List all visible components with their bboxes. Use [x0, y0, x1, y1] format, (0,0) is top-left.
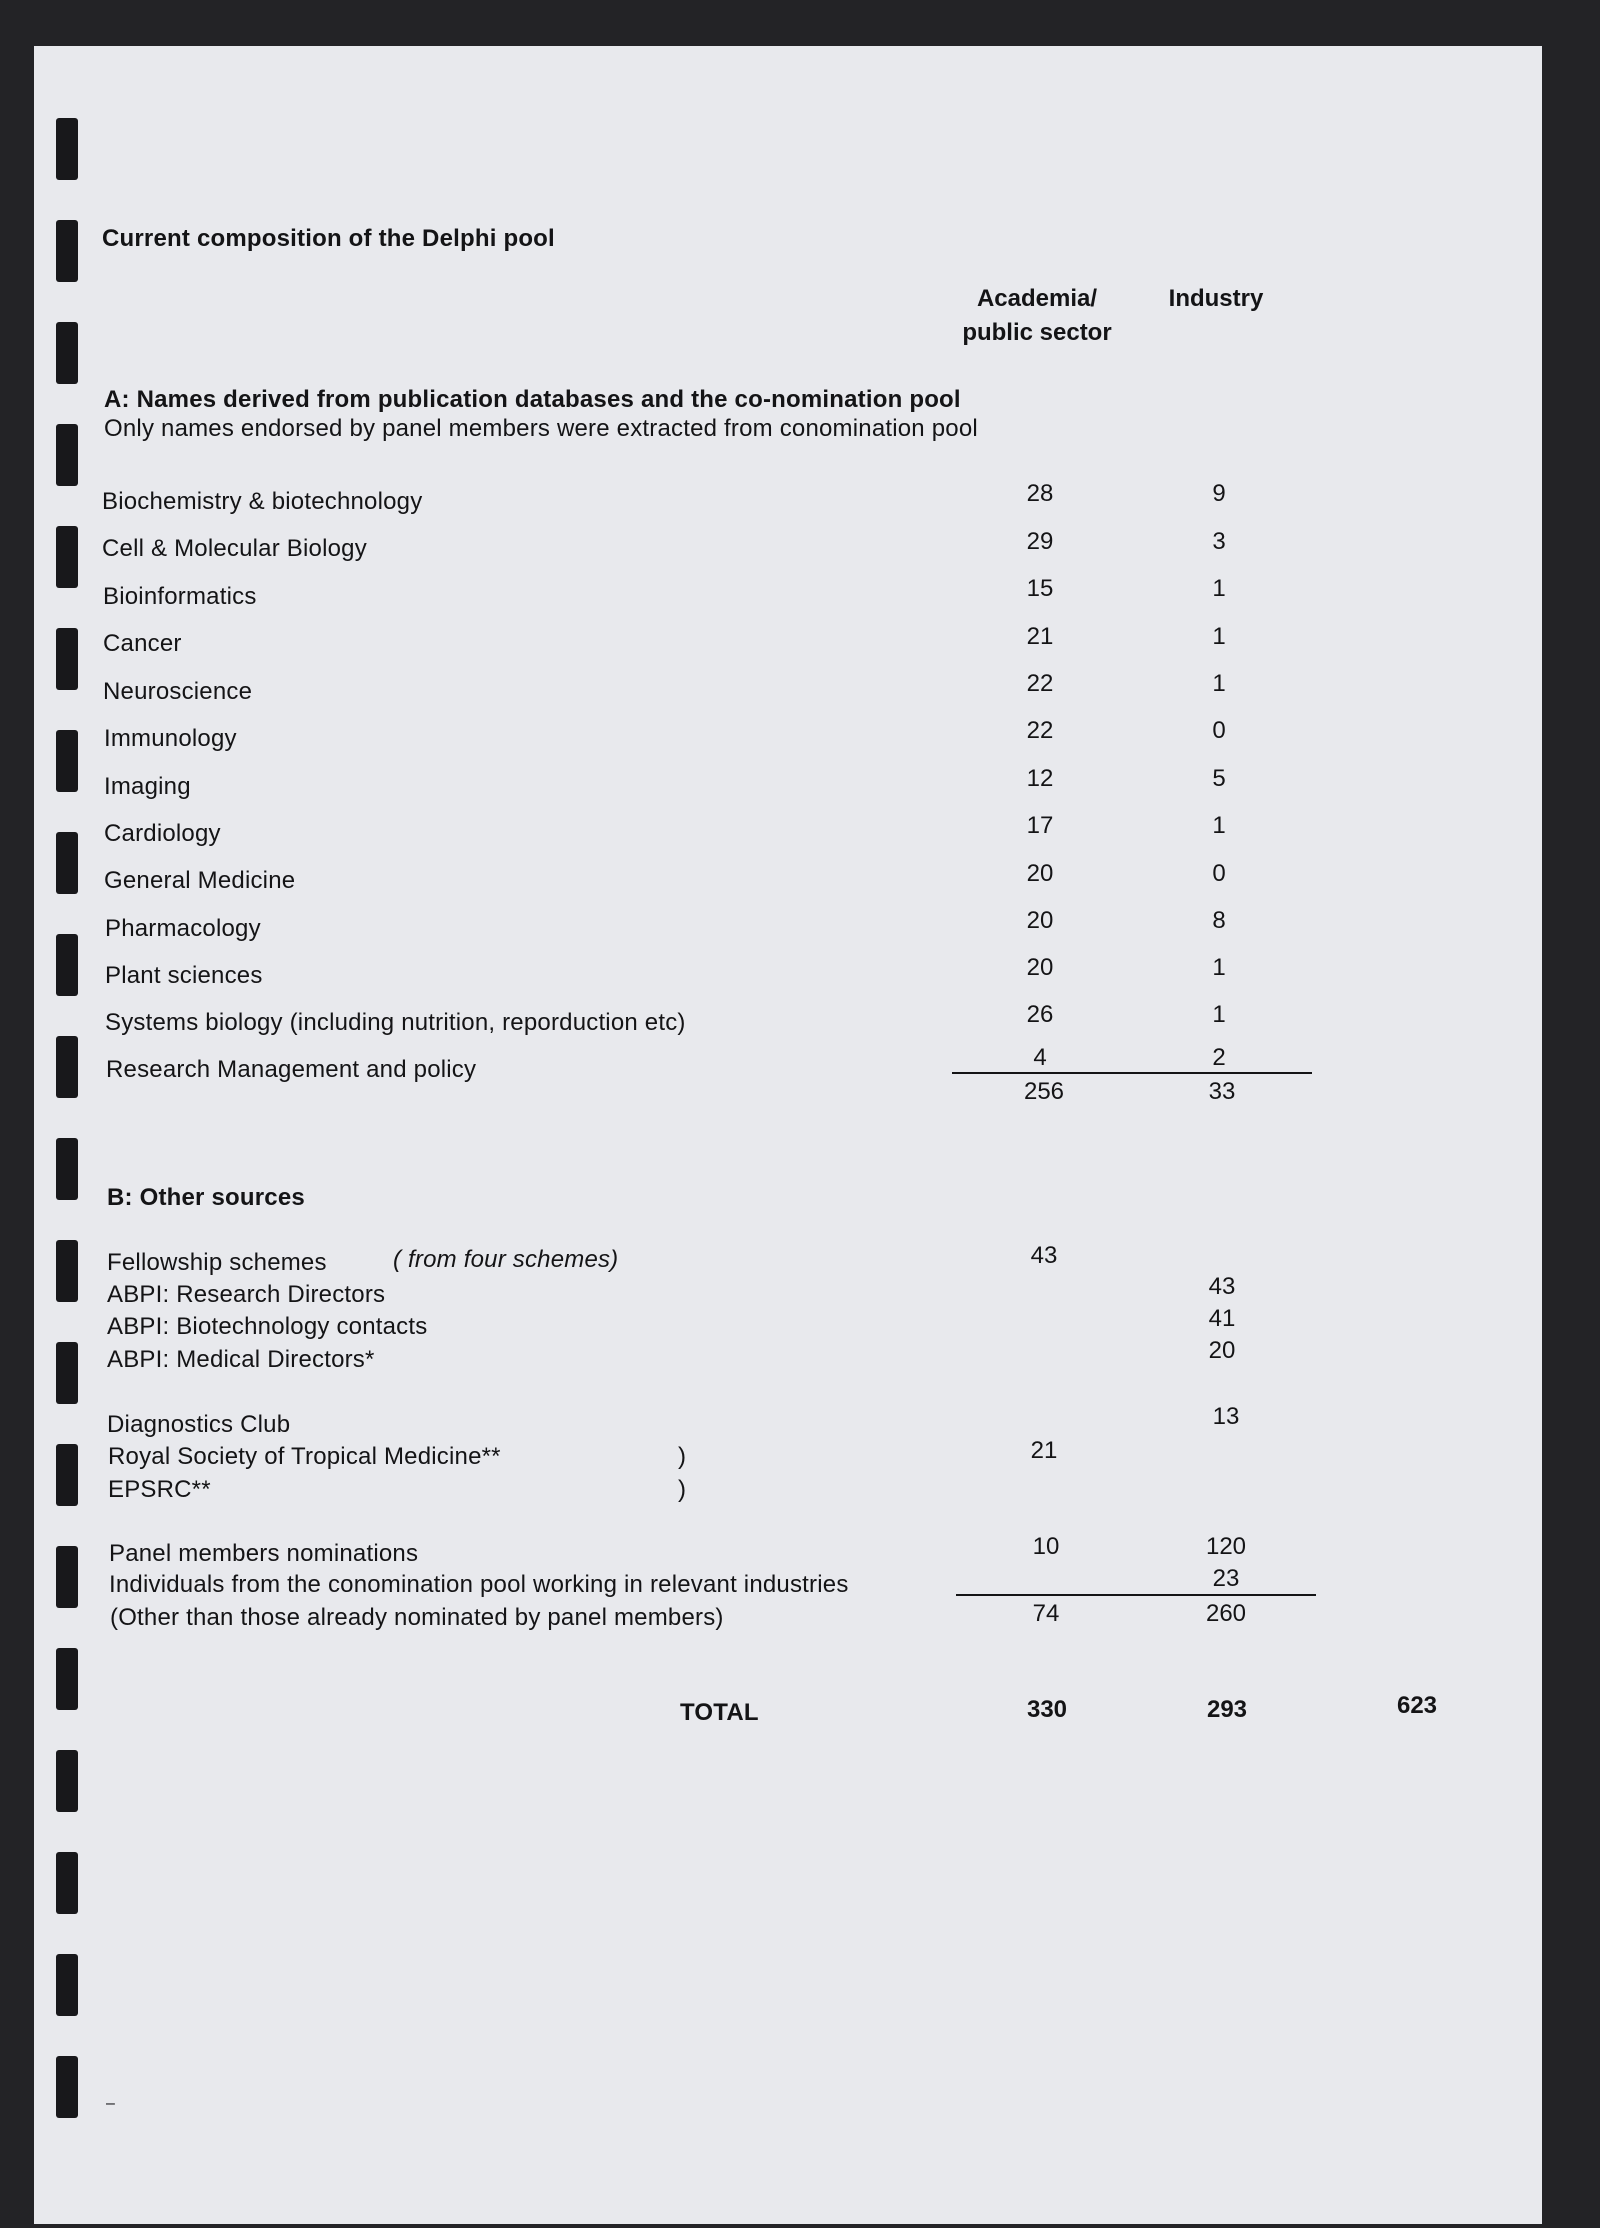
abpi-research-industry: 43: [1208, 1273, 1236, 1300]
diagnostics-industry: 13: [1212, 1403, 1240, 1430]
section-a-row-academia: 15: [1026, 575, 1054, 602]
section-a-row-label: Systems biology (including nutrition, reporduction etc): [105, 1009, 686, 1036]
section-a-row-industry: 1: [1212, 1001, 1226, 1028]
section-a-row-label: Immunology: [104, 725, 237, 752]
section-a-row-label: Cardiology: [104, 820, 221, 847]
section-a-row-industry: 1: [1212, 812, 1226, 839]
column-header-academia-line2: public sector: [962, 319, 1112, 346]
diagnostics-label: Diagnostics Club: [107, 1411, 291, 1438]
grand-total: 623: [1396, 1692, 1438, 1719]
section-a-row-label: Imaging: [104, 773, 191, 800]
binder-hole: [56, 1648, 78, 1710]
fellowship-note: ( from four schemes): [393, 1246, 619, 1273]
abpi-medical-industry: 20: [1208, 1337, 1236, 1364]
section-a-row-industry: 9: [1212, 480, 1226, 507]
binder-hole: [56, 1954, 78, 2016]
binder-hole: [56, 526, 78, 588]
abpi-biotech-label: ABPI: Biotechnology contacts: [107, 1313, 428, 1340]
section-a-row-industry: 1: [1212, 670, 1226, 697]
royal-society-academia: 21: [1030, 1437, 1058, 1464]
binder-hole: [56, 1240, 78, 1302]
binder-hole: [56, 2056, 78, 2118]
section-a-row-label: Pharmacology: [105, 915, 261, 942]
section-a-row-label: General Medicine: [104, 867, 296, 894]
section-a-row-academia: 22: [1026, 717, 1054, 744]
column-header-industry: [1116, 282, 1316, 316]
section-a-row-label: Bioinformatics: [103, 583, 257, 610]
section-a-row-industry: 3: [1212, 528, 1226, 555]
total-academia: 330: [1026, 1696, 1068, 1723]
fellowship-academia: 43: [1030, 1242, 1058, 1269]
section-a-subtotal-academia: 256: [1023, 1078, 1065, 1105]
royal-society-label: Royal Society of Tropical Medicine**: [108, 1443, 501, 1470]
section-a-row-academia: 4: [1033, 1044, 1047, 1071]
section-a-subtotal-rule: [952, 1072, 1312, 1074]
section-a-row-academia: 20: [1026, 907, 1054, 934]
column-header-academia: [937, 282, 1137, 350]
section-a-row-academia: 21: [1026, 623, 1054, 650]
abpi-medical-label: ABPI: Medical Directors*: [107, 1346, 375, 1373]
section-a-row-academia: 28: [1026, 480, 1054, 507]
section-b-heading: B: Other sources: [107, 1184, 305, 1211]
fellowship-label: Fellowship schemes: [107, 1249, 327, 1276]
section-a-row-academia: 20: [1026, 860, 1054, 887]
column-header-industry-label: Industry: [1168, 285, 1264, 312]
individuals-label: Individuals from the conomination pool working in relevant industries: [109, 1571, 849, 1598]
binder-hole: [56, 424, 78, 486]
section-a-row-academia: 12: [1026, 765, 1054, 792]
section-a-note: Only names endorsed by panel members were extracted from conomination pool: [104, 415, 978, 442]
section-a-row-label: Cell & Molecular Biology: [102, 535, 367, 562]
binder-hole: [56, 730, 78, 792]
individuals-industry: 23: [1212, 1565, 1240, 1592]
footer-mark: –: [106, 2095, 116, 2112]
section-a-row-academia: 20: [1026, 954, 1054, 981]
section-a-row-industry: 0: [1212, 860, 1226, 887]
section-a-row-industry: 1: [1212, 954, 1226, 981]
section-a-row-label: Biochemistry & biotechnology: [102, 488, 423, 515]
binder-hole: [56, 118, 78, 180]
section-a-row-academia: 17: [1026, 812, 1054, 839]
section-b-subtotal-industry: 260: [1205, 1600, 1247, 1627]
section-a-row-industry: 1: [1212, 623, 1226, 650]
binder-hole: [56, 220, 78, 282]
section-a-row-label: Neuroscience: [103, 678, 253, 705]
total-industry: 293: [1206, 1696, 1248, 1723]
section-a-row-industry: 2: [1212, 1044, 1226, 1071]
binder-hole: [56, 1546, 78, 1608]
royal-society-bracket: ): [678, 1443, 687, 1470]
binder-hole: [56, 1444, 78, 1506]
section-a-row-academia: 26: [1026, 1001, 1054, 1028]
section-a-row-industry: 5: [1212, 765, 1226, 792]
abpi-biotech-industry: 41: [1208, 1305, 1236, 1332]
document-page: [34, 46, 1542, 2224]
section-b-subtotal-academia: 74: [1032, 1600, 1060, 1627]
other-than-label: (Other than those already nominated by panel members): [110, 1604, 724, 1631]
column-header-academia-line1: Academia/: [976, 285, 1098, 312]
abpi-research-label: ABPI: Research Directors: [107, 1281, 386, 1308]
page-title: Current composition of the Delphi pool: [102, 225, 555, 252]
section-a-row-label: Plant sciences: [105, 962, 263, 989]
section-a-row-label: Cancer: [103, 630, 182, 657]
binder-hole: [56, 1750, 78, 1812]
binder-hole: [56, 934, 78, 996]
section-a-subtotal-industry: 33: [1208, 1078, 1236, 1105]
binder-hole: [56, 1036, 78, 1098]
total-label: TOTAL: [680, 1699, 759, 1726]
panel-academia: 10: [1032, 1533, 1060, 1560]
section-a-heading: A: Names derived from publication databases and the co-nomination pool: [104, 386, 961, 413]
section-a-row-industry: 8: [1212, 907, 1226, 934]
section-a-row-academia: 29: [1026, 528, 1054, 555]
section-a-row-industry: 1: [1212, 575, 1226, 602]
binder-hole: [56, 832, 78, 894]
binder-holes: [56, 46, 86, 2224]
section-a-row-industry: 0: [1212, 717, 1226, 744]
epsrc-bracket: ): [678, 1476, 687, 1503]
binder-hole: [56, 1342, 78, 1404]
epsrc-label: EPSRC**: [108, 1476, 211, 1503]
binder-hole: [56, 1138, 78, 1200]
panel-label: Panel members nominations: [109, 1540, 419, 1567]
binder-hole: [56, 322, 78, 384]
section-a-row-label: Research Management and policy: [106, 1056, 477, 1083]
binder-hole: [56, 1852, 78, 1914]
panel-industry: 120: [1205, 1533, 1247, 1560]
section-b-subtotal-rule: [956, 1594, 1316, 1596]
binder-hole: [56, 628, 78, 690]
section-a-row-academia: 22: [1026, 670, 1054, 697]
